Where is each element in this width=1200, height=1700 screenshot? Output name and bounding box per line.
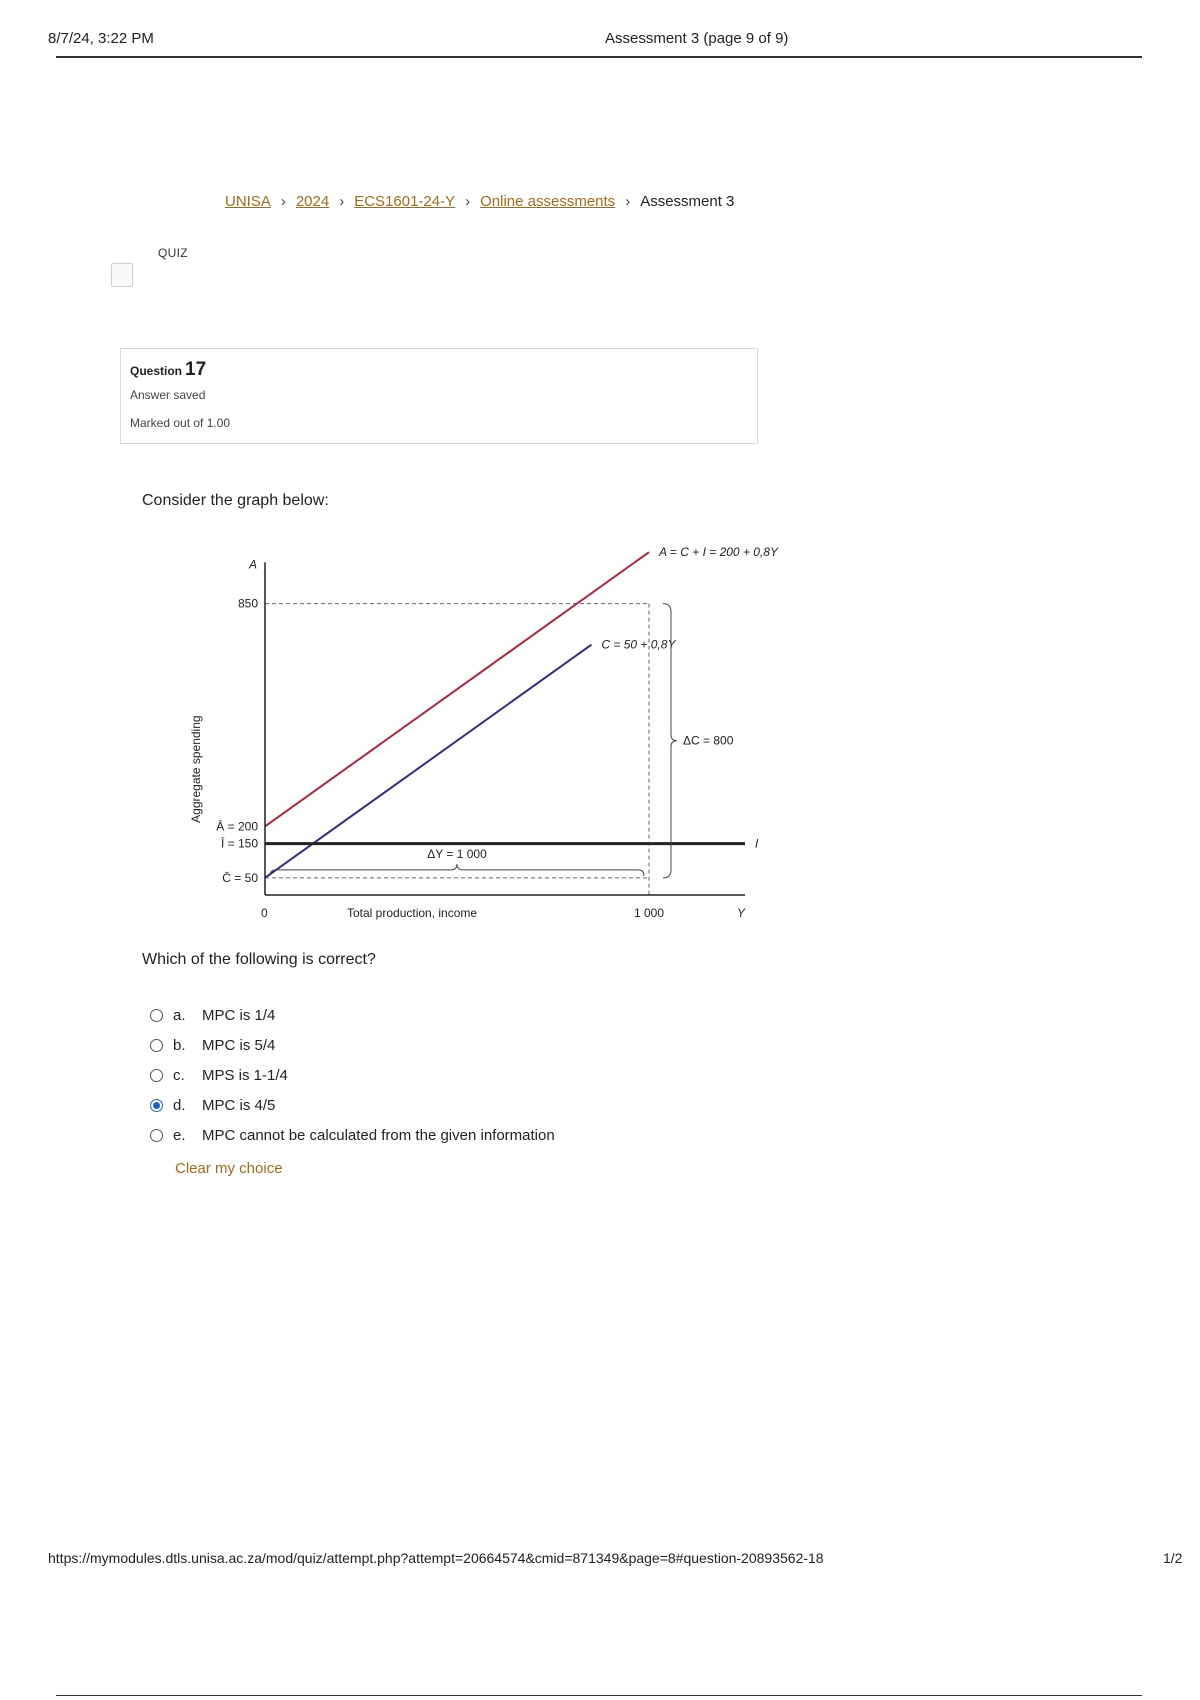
option-e[interactable]	[150, 1127, 555, 1144]
question-info-box	[120, 348, 758, 444]
print-date: 8/7/24, 3:22 PM	[48, 30, 154, 47]
question-number-value: 17	[185, 359, 207, 380]
series-label-consumption: C = 50 + 0,8Y	[601, 637, 676, 652]
option-d[interactable]	[150, 1097, 275, 1114]
option-b-radio[interactable]	[150, 1039, 163, 1052]
option-b-text: MPC is 5/4	[202, 1037, 276, 1054]
option-e-letter: e.	[173, 1127, 186, 1144]
print-url: https://mymodules.dtls.unisa.ac.za/mod/quiz/attempt.php?attempt=20664574&cmid=871349&page=8#question-20893562-18	[48, 1550, 824, 1566]
breadcrumb-link-unisa[interactable]: UNISA	[225, 193, 271, 210]
x-axis-letter: Y	[737, 906, 746, 920]
question-label: Question	[130, 364, 183, 378]
option-b-letter: b.	[173, 1037, 186, 1054]
origin-label: 0	[261, 906, 268, 920]
option-e-radio[interactable]	[150, 1129, 163, 1142]
option-d-text: MPC is 4/5	[202, 1097, 276, 1114]
breadcrumb-separator-icon: ›	[280, 193, 286, 210]
question-marks: Marked out of 1.00	[130, 416, 231, 430]
option-c-radio[interactable]	[150, 1069, 163, 1082]
series-lines	[265, 552, 745, 878]
graph-labels	[189, 545, 779, 920]
footer-divider	[56, 1695, 1142, 1696]
option-e-text: MPC cannot be calculated from the given information	[202, 1127, 555, 1144]
breadcrumb-link-online-assessments[interactable]: Online assessments	[480, 193, 616, 210]
series-line-aggregate	[265, 552, 649, 826]
print-title: Assessment 3 (page 9 of 9)	[605, 30, 789, 47]
option-a-radio[interactable]	[150, 1009, 163, 1022]
delta-c-label: ΔC = 800	[683, 733, 734, 748]
aggregate-spending-graph	[180, 530, 778, 920]
question-text: Consider the graph below:	[142, 492, 329, 509]
question-number	[130, 359, 206, 381]
y-tick-label: C̄ = 50	[222, 870, 258, 885]
option-d-letter: d.	[173, 1097, 186, 1114]
breadcrumb-separator-icon: ›	[625, 193, 631, 210]
y-tick-label: Ā = 200	[216, 819, 258, 834]
breadcrumb-separator-icon: ›	[465, 193, 471, 210]
y-tick-label: Ī = 150	[220, 836, 258, 851]
option-b[interactable]	[150, 1037, 275, 1054]
activity-type-label: QUIZ	[158, 246, 188, 260]
print-page-number: 1/2	[1163, 1550, 1183, 1566]
series-label-aggregate: A = C + I = 200 + 0,8Y	[659, 545, 778, 560]
question-prompt: Which of the following is correct?	[142, 951, 376, 968]
y-axis-letter: A	[249, 557, 258, 572]
breadcrumb	[225, 193, 734, 210]
breadcrumb-current: Assessment 3	[640, 193, 735, 210]
delta-y-label: ΔY = 1 000	[427, 846, 487, 861]
option-c[interactable]	[150, 1067, 288, 1084]
option-a[interactable]	[150, 1007, 275, 1024]
x-tick-label: 1 000	[633, 906, 665, 920]
question-state: Answer saved	[130, 388, 206, 402]
header-divider	[56, 56, 1142, 58]
clear-choice-link[interactable]: Clear my choice	[175, 1160, 283, 1177]
delta-y-brace	[270, 864, 644, 876]
graph-axes	[265, 562, 745, 895]
option-c-letter: c.	[173, 1067, 185, 1084]
breadcrumb-link-year[interactable]: 2024	[295, 193, 330, 210]
option-a-letter: a.	[173, 1007, 186, 1024]
option-a-text: MPC is 1/4	[202, 1007, 276, 1024]
y-axis-label: Aggregate spending	[189, 715, 203, 823]
breadcrumb-link-module[interactable]: ECS1601-24-Y	[354, 193, 456, 210]
option-d-radio[interactable]	[150, 1099, 163, 1112]
y-tick-label: 850	[237, 596, 258, 611]
option-c-text: MPS is 1-1/4	[202, 1067, 288, 1084]
series-label-investment: I	[755, 836, 759, 851]
breadcrumb-separator-icon: ›	[339, 193, 345, 210]
x-axis-label: Total production, income	[347, 906, 478, 920]
quiz-icon	[111, 263, 133, 287]
